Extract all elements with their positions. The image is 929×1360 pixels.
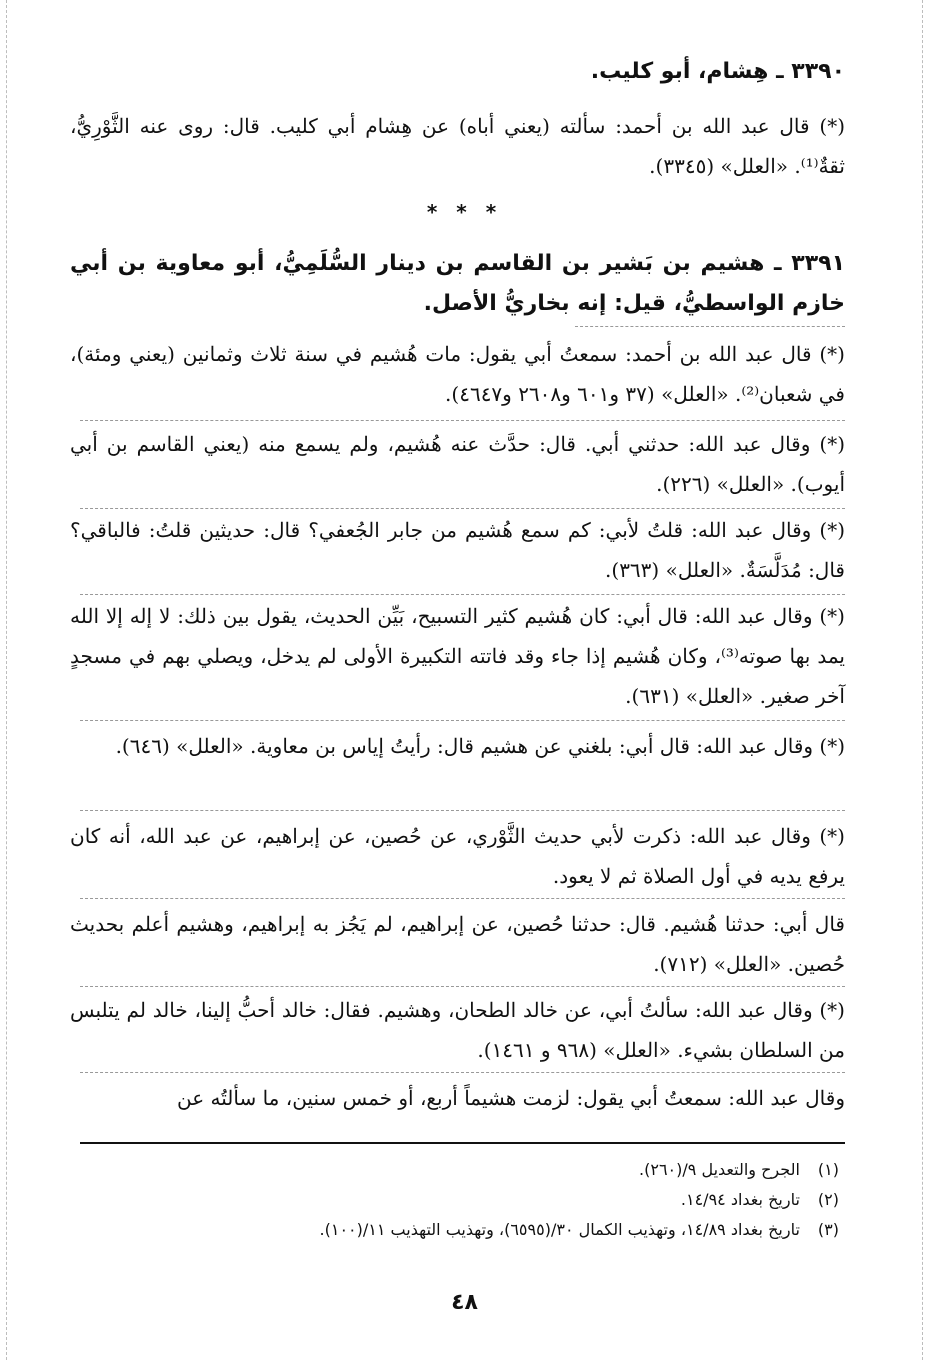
paragraph-divider (80, 898, 845, 899)
footnote-2 (80, 1186, 839, 1214)
section-separator: * * * (426, 200, 503, 224)
paragraph-divider (80, 1072, 845, 1073)
footnote-number: (١) (817, 1160, 839, 1179)
paragraph-9: وقال عبد الله: سمعتُ أبي يقول: لزمت هشيماً أربع، أو خمس سنين، ما سألتُه عن (177, 1086, 845, 1110)
paragraph-2: (*) وقال عبد الله: حدثني أبي. قال: حدَّث عنه هُشيم، ولم يسمع منه (يعني القاسم بن أبي أيوب). «العلل» (٢٢٦). (70, 432, 845, 496)
footnote-number: (٣) (817, 1220, 839, 1239)
paragraph-4: (*) وقال عبد الله: قال أبي: كان هُشيم كثير التسبيح، بَيِّن الحديث، يقول بين ذلك: لا إله إلا الله يمد بها صوته⁽³⁾، وكان هُشيم إذا جاء وقد فاتته التكبيرة الأولى لم يدخل، ويصلي بهم في مسجدٍ آخر صغير. «العلل» (٦٣١). (70, 604, 845, 708)
paragraph-divider (80, 986, 845, 987)
footnote-number: (٢) (817, 1190, 839, 1209)
paragraph-5: (*) وقال عبد الله: قال أبي: بلغني عن هشيم قال: رأيتُ إياس بن معاوية. «العلل» (٦٤٦). (115, 734, 845, 758)
paragraph-divider (80, 420, 845, 421)
paragraph-7: قال أبي: حدثنا هُشيم. قال: حدثنا حُصين، عن إبراهيم، لم يَجُز به إبراهيم، وهشيم أعلم بحديث حُصين. «العلل» (٧١٢). (70, 912, 845, 976)
paragraph-3: (*) وقال عبد الله: قلتُ لأبي: كم سمع هُشيم من جابر الجُعفي؟ قال: حديثين قلتُ: فالباقي؟ قال: مُدَلَّسَةٌ. «العلل» (٣٦٣). (70, 518, 845, 582)
entry-3390-paragraph: (*) قال عبد الله بن أحمد: سألته (يعني أباه) عن هِشام أبي كليب. قال: روى عنه الثَّوْرِيُّ، ثقةٌ⁽¹⁾. «العلل» (٣٣٤٥). (70, 114, 845, 178)
paragraph-divider (80, 720, 845, 721)
paragraph-divider (80, 594, 845, 595)
paragraph-divider (80, 810, 845, 811)
paragraph-8: (*) وقال عبد الله: سألتُ أبي، عن خالد الطحان، وهشيم. فقال: خالد أحبُّ إلينا، خالد لم يتلبس من السلطان بشيء. «العلل» (٩٦٨ و ١٤٦١). (70, 998, 845, 1062)
paragraph-divider (80, 508, 845, 509)
footnote-text: تاريخ بغداد ١٤/٨٩، وتهذيب الكمال ٣٠/(٦٥٩٥)، وتهذيب التهذيب ١١/(١٠٠). (319, 1220, 800, 1239)
paragraph-1: (*) قال عبد الله بن أحمد: سمعتُ أبي يقول: مات هُشيم في سنة ثلاث وثمانين (يعني ومئة)، في شعبان⁽²⁾. «العلل» (٣٧ و٦٠١ و٢٦٠٨ و٤٦٤٧). (70, 342, 845, 406)
footnote-text: تاريخ بغداد ١٤/٩٤. (680, 1190, 800, 1209)
page-number: ٤٨ (451, 1290, 478, 1315)
title-divider (575, 326, 845, 327)
footnote-1 (80, 1156, 839, 1184)
footnote-text: الجرح والتعديل ٩/(٢٦٠). (639, 1160, 800, 1179)
footnote-3 (80, 1216, 839, 1244)
footnote-separator (80, 1142, 845, 1144)
entry-3391-title: ٣٣٩١ ـ هشيم بن بَشير بن القاسم بن دينار السُّلَمِيُّ، أبو معاوية بن أبي خازم الواسطيُّ، قيل: إنه بخاريُّ الأصل. (70, 251, 845, 316)
entry-3390-title: ٣٣٩٠ ـ هِشام، أبو كليب. (590, 59, 845, 84)
paragraph-6: (*) وقال عبد الله: ذكرت لأبي حديث الثَّوْري، عن حُصين، عن إبراهيم، عن عبد الله، أنه كان يرفع يديه في أول الصلاة ثم لا يعود. (70, 824, 845, 888)
